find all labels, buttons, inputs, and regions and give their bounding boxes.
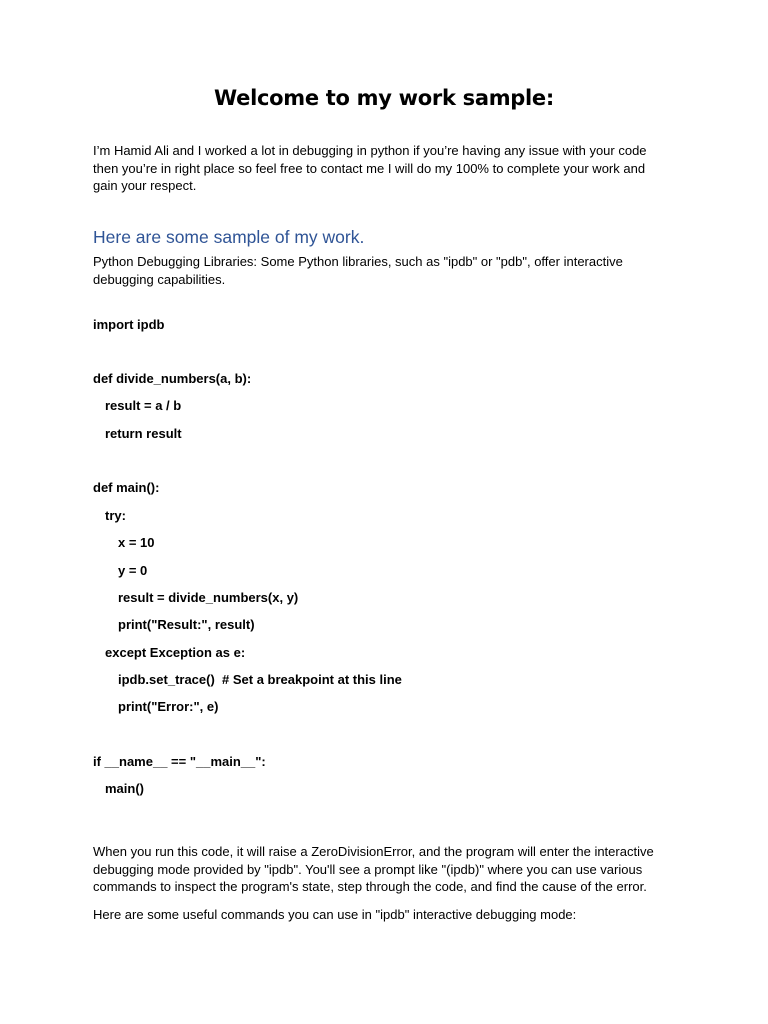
code-line-print-error: print("Error:", e): [118, 699, 219, 714]
explanation-paragraph: When you run this code, it will raise a ZeroDivisionError, and the program will enter the interactive debugging mode provided by "ipdb". You'll see a prompt like "(ipdb)" where you can use various commands to inspect the program's state, step through the code, and find the cause of the error.: [93, 844, 654, 894]
intro-paragraph: I’m Hamid Ali and I worked a lot in debugging in python if you’re having any issue with your code then you’re in right place so feel free to contact me I will do my 100% to complete your work and gain your respect.: [93, 143, 647, 193]
code-line-set-trace: ipdb.set_trace() # Set a breakpoint at this line: [118, 672, 402, 687]
code-line-import: import ipdb: [93, 317, 165, 332]
code-line-print-result: print("Result:", result): [118, 617, 255, 632]
section-heading: Here are some sample of my work.: [93, 227, 365, 247]
commands-intro-paragraph: Here are some useful commands you can use in "ipdb" interactive debugging mode:: [93, 907, 577, 922]
code-line-def-divide: def divide_numbers(a, b):: [93, 371, 252, 386]
code-line-if-main: if __name__ == "__main__":: [93, 754, 266, 769]
code-line-def-main: def main():: [93, 480, 160, 495]
page-title: Welcome to my work sample:: [214, 86, 554, 110]
code-line-call-divide: result = divide_numbers(x, y): [118, 590, 299, 605]
code-line-except: except Exception as e:: [105, 645, 246, 660]
code-line-try: try:: [105, 508, 126, 523]
libraries-paragraph: Python Debugging Libraries: Some Python libraries, such as "ipdb" or "pdb", offer interactive debugging capabilities.: [93, 254, 623, 287]
code-line-main-call: main(): [105, 781, 144, 796]
code-line-y-assign: y = 0: [118, 563, 148, 578]
code-line-result-assign: result = a / b: [105, 398, 182, 413]
code-line-x-assign: x = 10: [118, 535, 155, 550]
code-line-return: return result: [105, 426, 182, 441]
